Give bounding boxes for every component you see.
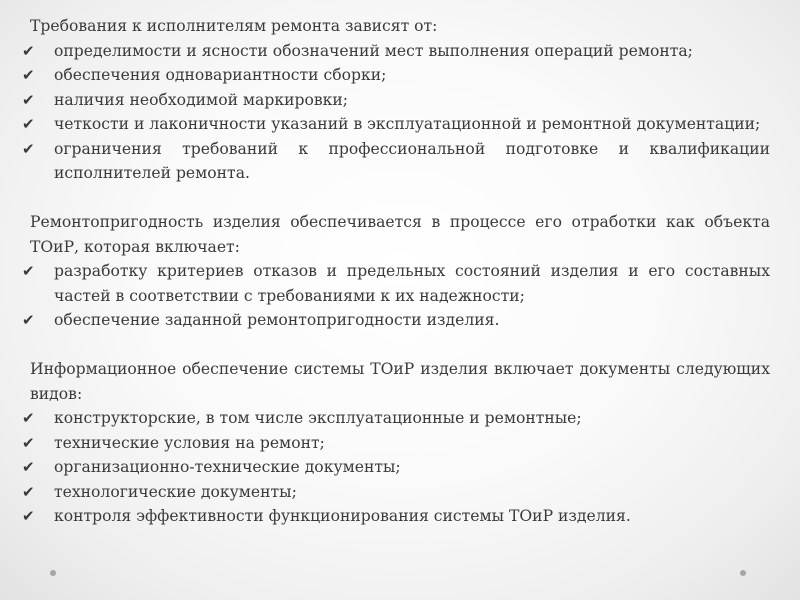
list-item — [22, 431, 770, 456]
checkmark-icon: ✔ — [22, 458, 35, 476]
slide-content — [22, 14, 770, 529]
list-item-text: конструкторские, в том числе эксплуатационные и ремонтные; — [54, 409, 582, 427]
list-item-text: технологические документы; — [54, 482, 297, 501]
section-1-list — [22, 39, 770, 186]
checkmark-icon: ✔ — [22, 41, 35, 60]
list-item-text: четкости и лаконичности указаний в эксплуатационной и ремонтной документации; — [54, 115, 761, 133]
list-item — [22, 39, 770, 64]
checkmark-icon: ✔ — [22, 115, 35, 133]
section-2-list — [22, 259, 770, 333]
checkmark-icon: ✔ — [22, 409, 35, 427]
list-item-text: разработку критериев отказов и предельных состояний изделия и его составных частей в соответствии с требованиями к их надежности; — [54, 262, 770, 305]
list-item-text: технические условия на ремонт; — [54, 433, 325, 452]
section-3-list — [22, 406, 770, 529]
list-item — [22, 137, 770, 186]
list-item — [22, 112, 770, 137]
list-item — [22, 406, 770, 431]
list-item-text: организационно-технические документы; — [54, 458, 401, 476]
section-3-intro: Информационное обеспечение системы ТОиР изделия включает документы следующих видов: — [30, 360, 770, 403]
list-item — [22, 455, 770, 480]
list-item — [22, 88, 770, 113]
checkmark-icon: ✔ — [22, 433, 35, 452]
checkmark-icon: ✔ — [22, 507, 35, 525]
list-item — [22, 63, 770, 88]
checkmark-icon: ✔ — [22, 311, 35, 329]
checkmark-icon: ✔ — [22, 90, 35, 109]
list-item-text: наличия необходимой маркировки; — [54, 90, 349, 109]
dot-icon — [50, 570, 56, 576]
list-item-text: обеспечения одновариантности сборки; — [54, 66, 387, 84]
checkmark-icon: ✔ — [22, 66, 35, 84]
section-spacer — [30, 333, 770, 358]
list-item — [22, 504, 770, 529]
list-item — [22, 480, 770, 505]
list-item — [22, 259, 770, 308]
checkmark-icon: ✔ — [22, 482, 35, 501]
list-item-text: определимости и ясности обозначений мест выполнения операций ремонта; — [54, 41, 693, 60]
list-item-text: ограничения требований к профессиональной подготовке и квалификации исполнителей ремонта. — [54, 139, 770, 182]
list-item — [22, 308, 770, 333]
section-1-intro: Требования к исполнителям ремонта зависят от: — [30, 17, 438, 35]
list-item-text: обеспечение заданной ремонтопригодности изделия. — [54, 311, 500, 329]
section-2-intro: Ремонтопригодность изделия обеспечивается в процессе его отработки как объекта ТОиР, которая включает: — [30, 213, 770, 256]
list-item-text: контроля эффективности функционирования системы ТОиР изделия. — [54, 507, 631, 525]
checkmark-icon: ✔ — [22, 139, 35, 158]
checkmark-icon: ✔ — [22, 262, 35, 280]
dot-icon — [740, 570, 746, 576]
section-spacer — [30, 186, 770, 211]
